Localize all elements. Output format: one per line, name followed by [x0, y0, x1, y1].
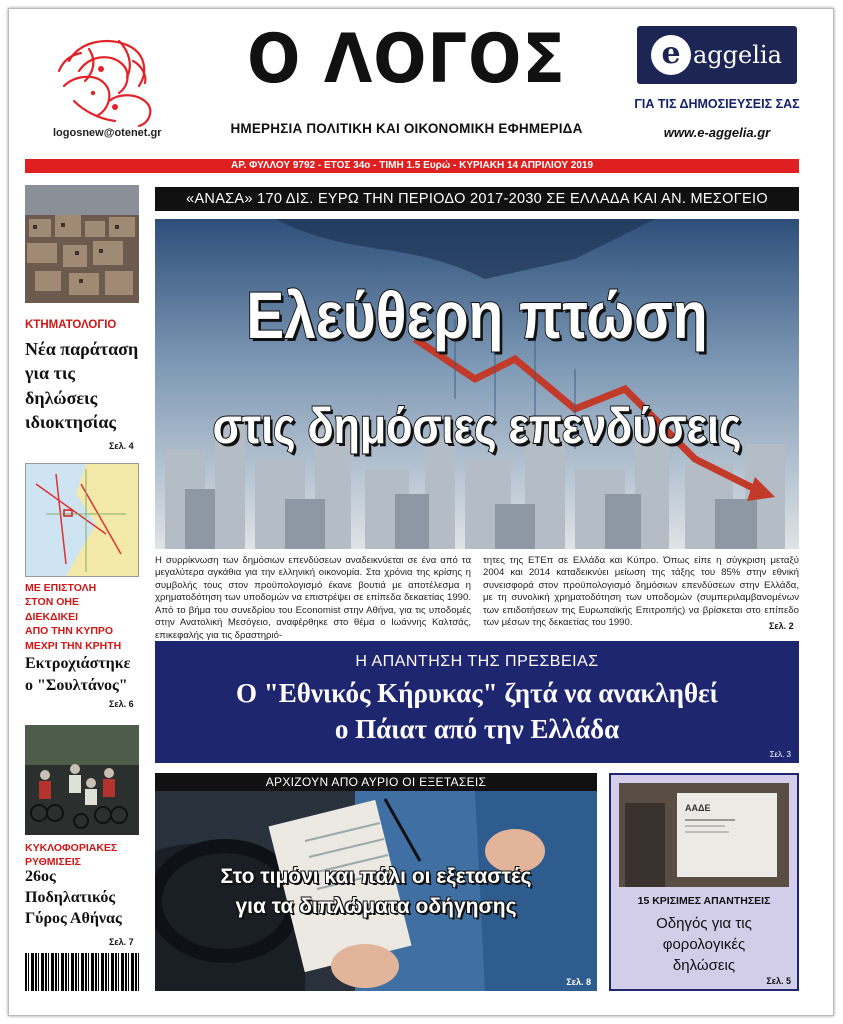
tax-headline [611, 913, 797, 976]
tax-kicker: 15 ΚΡΙΣΙΜΕΣ ΑΠΑΝΤΗΣΕΙΣ [637, 895, 771, 907]
story2-map[interactable] [25, 463, 139, 577]
story1-headline-line: Νέα παράταση [25, 339, 139, 359]
cyclists-image [25, 725, 139, 835]
story1-headline-line: δηλώσεις [25, 387, 98, 408]
story3-photo[interactable] [25, 725, 139, 835]
embassy-headline-line2: ο Πάιατ από την Ελλάδα [334, 714, 620, 744]
story2-category-line: ΜΕΧΡΙ ΤΗΝ ΚΡΗΤΗ [25, 639, 122, 652]
story2-category-line: ΣΤΟΝ ΟΗΕ [25, 596, 79, 609]
tax-page-ref: Σελ. 5 [766, 976, 791, 986]
newspaper-subtitle: ΗΜΕΡΗΣΙΑ ΠΟΛΙΤΙΚΗ ΚΑΙ ΟΙΚΟΝΟΜΙΚΗ ΕΦΗΜΕΡΙΔΑ [230, 121, 583, 136]
story2-category-line: ΑΠΟ ΤΗΝ ΚΥΠΡΟ [25, 625, 114, 638]
lead-body-right: τητες της ΕΤΕπ σε Ελλάδα και Κύπρο. Όπως είπε η σύγκριση μεταξύ 2004 και 2014 καταδεικνύει μείωση της τάξης του 85% στην εθνική συνεισφορά στον προϋπολογισμό δημόσιων επενδύσεων στην Ελλάδα, με τη συνολική χρηματοδότηση των υποδομών (συμπεριλαμβανομένων των επιδοτήσεων της Ευρωπαϊκής Επιτροπής) να βρίσκεται στο επίπεδο των μέσων της δεκαετίας του 1990. [483, 555, 799, 629]
story3-category-line: ΚΥΚΛΟΦΟΡΙΑΚΕΣ [25, 842, 118, 854]
embassy-page-ref: Σελ. 3 [769, 750, 791, 759]
story2-category-line: ΔΙΕΚΔΙΚΕΙ [25, 610, 79, 623]
embassy-kicker: Η ΑΠΑΝΤΗΣΗ ΤΗΣ ΠΡΕΣΒΕΙΑΣ [355, 653, 599, 670]
story2-page-ref: Σελ. 6 [109, 699, 134, 709]
exams-headline-line2: για τα διπλώματα οδήγησης [235, 895, 517, 918]
aade-sign [677, 793, 777, 877]
story1-headline-line: για τις [25, 363, 76, 384]
eaggelia-e-icon: e [651, 35, 691, 75]
newspaper-front-page [8, 8, 834, 1016]
lead-page-ref: Σελ. 2 [769, 621, 794, 631]
story3-page-ref: Σελ. 7 [109, 937, 134, 947]
story2-category [25, 581, 121, 653]
barcode [25, 953, 141, 991]
story2-headline-line: Εκτροχιάστηκε [25, 655, 131, 672]
story3-headline[interactable] [25, 867, 151, 929]
story2-category-line: ΜΕ ΕΠΙΣΤΟΛΗ [25, 582, 97, 594]
exams-headline-line1: Στο τιμόνι και πάλι οι εξεταστές [220, 865, 532, 888]
story3-headline-line: 26ος [25, 868, 56, 885]
story3-headline-line: Ποδηλατικός [25, 888, 116, 906]
exams-photo[interactable] [155, 791, 597, 991]
city-skyline-chart-image [155, 219, 799, 549]
lead-headline-line2: στις δημόσιες επενδύσεις [212, 398, 742, 454]
aade-sign-text: ΑΑΔΕ [685, 803, 711, 813]
tax-headline-line: φορολογικές [662, 936, 746, 953]
lead-headline-line1: Ελεύθερη πτώση [246, 278, 708, 352]
story2-headline-line: ο "Σουλτάνος" [25, 676, 128, 694]
exams-kicker: ΑΡΧΙΖΟΥΝ ΑΠΟ ΑΥΡΙΟ ΟΙ ΕΞΕΤΑΣΕΙΣ [155, 773, 597, 791]
ad-url-link[interactable]: www.e-aggelia.gr [663, 125, 771, 140]
driving-exam-image [155, 791, 597, 991]
embassy-story[interactable] [155, 641, 799, 763]
map-image [26, 464, 138, 576]
story3-category-line: ΡΥΘΜΙΣΕΙΣ [25, 856, 81, 869]
embassy-headline-line1: Ο "Εθνικός Κήρυκας" ζητά να ανακληθεί [236, 678, 718, 708]
contact-email: logosnew@otenet.gr [53, 127, 162, 139]
eaggelia-logo[interactable] [637, 26, 797, 84]
tax-story[interactable] [609, 773, 799, 991]
story2-headline[interactable] [25, 653, 151, 696]
story1-photo[interactable] [25, 185, 139, 303]
tax-photo [619, 783, 789, 887]
lead-body-left: Η συρρίκνωση των δημόσιων επενδύσεων αναδεικνύεται σε ένα από τα μεγαλύτερα αγκάθια για την ελληνική οικονομία. Στα χρόνια της κρίσης η συμβολής τους στον προϋπολογισμό έκανε βουτιά με αποτέλεσμα η χρηματοδότηση των υποδομών να επιστρέψει σε επίπεδα δεκαετίας 1990. Από το βήμα του συνεδρίου του Economist στην Αθήνα, για τις υποδομές στην Ανατολική Μεσόγειο, αναφέρθηκε στο θέμα ο Ιωάννης Καλτσάς, επικεφαλής για τις δραστηριό- [155, 555, 471, 641]
lead-kicker: «ΑΝΑΣΑ» 170 ΔΙΣ. ΕΥΡΩ ΤΗΝ ΠΕΡΙΟΔΟ 2017-2030 ΣΕ ΕΛΛΑΔΑ ΚΑΙ ΑΝ. ΜΕΣΟΓΕΙΟ [155, 187, 799, 211]
story3-category [25, 841, 117, 869]
tax-headline-line: δηλώσεις [672, 957, 736, 974]
tax-headline-line: Οδηγός για τις [656, 915, 752, 932]
story1-headline[interactable] [25, 337, 147, 434]
eaggelia-wordmark: aggelia [693, 41, 782, 69]
city-rooftops-image [25, 185, 139, 303]
story3-headline-line: Γύρος Αθήνας [25, 909, 122, 927]
story1-category: ΚΤΗΜΑΤΟΛΟΓΙΟ [25, 319, 117, 331]
lead-hero-image[interactable] [155, 219, 799, 549]
story1-headline-line: ιδιοκτησίας [25, 411, 117, 432]
story1-page-ref: Σελ. 4 [109, 441, 134, 451]
masthead-logo-illustration [49, 31, 169, 131]
newspaper-title: Ο ΛΟΓΟΣ [247, 20, 566, 99]
ad-tagline: ΓΙΑ ΤΙΣ ΔΗΜΟΣΙΕΥΣΕΙΣ ΣΑΣ [634, 97, 800, 111]
issue-info-bar: ΑΡ. ΦΥΛΛΟΥ 9792 - ΕΤΟΣ 34ο - ΤΙΜΗ 1.5 Ευρώ - ΚΥΡΙΑΚΗ 14 ΑΠΡΙΛΙΟΥ 2019 [25, 159, 799, 173]
exams-page-ref: Σελ. 8 [566, 977, 591, 987]
